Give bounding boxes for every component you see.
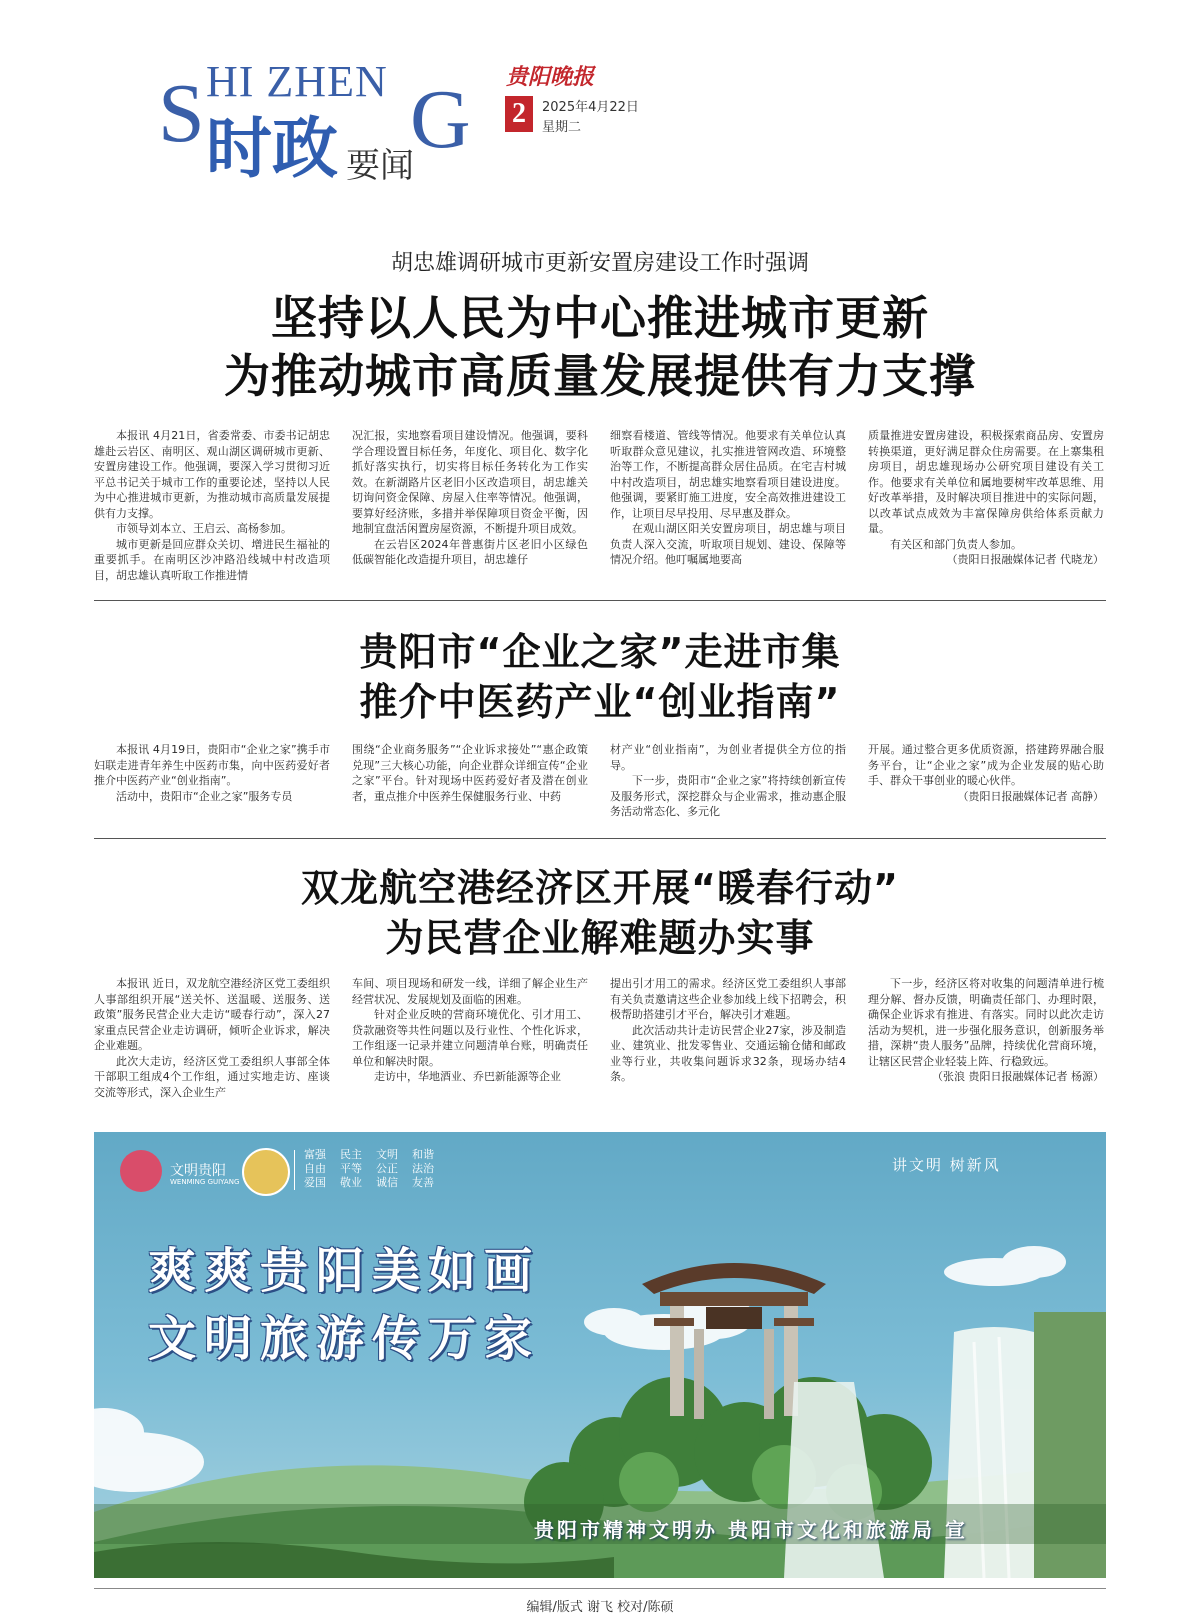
article3-paragraph: 走访中，华地酒业、乔巴新能源等企业 bbox=[374, 1070, 561, 1083]
article3-column-2 bbox=[352, 976, 588, 1100]
article1-byline: （贵阳日报融媒体记者 代晓龙） bbox=[946, 553, 1104, 566]
article2-column-1 bbox=[94, 742, 330, 820]
article1-paragraph: 市领导刘本立、王启云、高杨参加。 bbox=[116, 522, 292, 535]
article1-column-2 bbox=[352, 428, 588, 588]
article2-headline-line2: 推介中医药产业“创业指南” bbox=[359, 680, 841, 724]
divider bbox=[94, 1588, 1106, 1589]
article2-paragraph: 材产业“创业指南”，为创业者提供全方位的指导。 bbox=[610, 743, 846, 772]
article3-column-3 bbox=[610, 976, 846, 1100]
banner-slogan: 讲文明 树新风 bbox=[892, 1156, 1001, 1174]
article2-paragraph: 围绕“企业商务服务”“企业诉求接处”“惠企政策兑现”三大核心功能，向企业群众详细宣传“企业之家”平台。针对现场中医药爱好者及潜在创业者，重点推介中医养生保健服务行业、中药 bbox=[352, 743, 588, 803]
article3-paragraph: 针对企业反映的营商环境优化、引才用工、贷款融资等共性问题以及行业性、个性化诉求，工作组逐一记录并建立问题清单台账，明确责任单位和解决时限。 bbox=[352, 1008, 588, 1068]
editor-credits: 编辑/版式 谢飞 校对/陈硕 bbox=[526, 1600, 674, 1615]
wenming-guiyang-logo-icon bbox=[120, 1150, 162, 1192]
page-number-badge: 2 bbox=[505, 96, 533, 132]
article1-paragraph: 本报讯 4月21日，省委常委、市委书记胡忠雄赴云岩区、南明区、观山湖区调研城市更新、安置房建设工作。他强调，要深入学习贯彻习近平总书记关于城市工作的重要论述，坚持以人民为中心推进城市更新，为推动城市高质量发展提供有力支撑。 bbox=[94, 429, 330, 520]
divider bbox=[94, 600, 1106, 601]
banner-headline-line2: 文明旅游传万家 bbox=[148, 1311, 541, 1367]
article3-paragraph: 提出引才用工的需求。经济区党工委组织人事部有关负责邀请这些企业参加线上线下招聘会，积极帮助搭建引才平台，解决引才难题。 bbox=[610, 977, 846, 1021]
article2-paragraph: 本报讯 4月19日，贵阳市“企业之家”携手市妇联走进青年养生中医药市集，向中医药爱好者推介中医药产业“创业指南”。 bbox=[94, 743, 330, 787]
emblem-icon bbox=[242, 1148, 290, 1196]
article2-paragraph: 活动中，贵阳市“企业之家”服务专员 bbox=[116, 789, 293, 803]
masthead-latin-g: G bbox=[410, 73, 471, 166]
article3-paragraph: 车间、项目现场和研发一线，详细了解企业生产经营状况、发展规划及面临的困难。 bbox=[352, 977, 588, 1006]
article3-paragraph: 下一步，经济区将对收集的问题清单进行梳理分解、督办反馈，明确责任部门、办理时限，确保企业诉求有推进、有落实。同时以此次走访活动为契机，进一步强化服务意识，创新服务举措，深耕“贵人服务”品牌，持续优化营商环境，让辖区民营企业轻装上阵、行稳致远。 bbox=[868, 977, 1104, 1068]
banner-logo-text: 文明贵阳 bbox=[170, 1163, 226, 1179]
newspaper-logo: 贵阳晚报 bbox=[506, 64, 595, 90]
article2-headline-line1: 贵阳市“企业之家”走进市集 bbox=[359, 630, 841, 674]
article2-paragraph: 开展。通过整合更多优质资源，搭建跨界融合服务平台，让“企业之家”成为企业发展的贴心助手、群众干事创业的暖心伙伴。 bbox=[868, 743, 1104, 787]
article1-column-3 bbox=[610, 428, 846, 588]
article2-byline: （贵阳日报融媒体记者 高静） bbox=[957, 789, 1104, 803]
core-values-col-1: 富强 自由 爱国 bbox=[304, 1148, 326, 1189]
core-values-col-4: 和谐 法治 友善 bbox=[412, 1148, 434, 1189]
issue-date: 2025年4月22日 bbox=[542, 100, 639, 115]
article1-paragraph: 在云岩区2024年普惠街片区老旧小区绿色低碳智能化改造提升项目，胡忠雄仔 bbox=[352, 537, 588, 566]
public-service-banner bbox=[94, 1132, 1106, 1578]
article1-paragraph: 城市更新是回应群众关切、增进民生福祉的重要抓手。在南明区沙冲路沿线城中村改造项目，胡忠雄认真听取工作推进情 bbox=[94, 537, 330, 582]
article1-paragraph: 在观山湖区阳关安置房项目，胡忠雄与项目负责人深入交流，听取项目规划、建设、保障等情况介绍。他叮嘱属地要高 bbox=[610, 522, 846, 566]
article2-paragraph: 下一步，贵阳市“企业之家”将持续创新宣传及服务形式，深挖群众与企业需求，推动惠企服务活动常态化、多元化 bbox=[610, 774, 846, 818]
masthead-latin-hizhen: HI ZHEN bbox=[206, 57, 388, 106]
article2-column-4 bbox=[868, 742, 1104, 820]
issue-weekday: 星期二 bbox=[542, 120, 582, 135]
article3-headline-line2: 为民营企业解难题办实事 bbox=[385, 916, 815, 960]
core-values-col-3: 文明 公正 诚信 bbox=[376, 1148, 398, 1189]
article1-column-1 bbox=[94, 428, 330, 588]
article1-column-4 bbox=[868, 428, 1104, 588]
banner-logo-subtext: WENMING GUIYANG bbox=[170, 1178, 240, 1186]
article1-paragraph: 况汇报，实地察看项目建设情况。他强调，要科学合理设置目标任务，年度化、项目化、数字化抓好落实执行，切实将目标任务转化为工作实效。在新湖路片区老旧小区改造项目，胡忠雄关切询问资金保障、房屋入住率等情况。他强调，要算好经济账，多措并举保障项目资金平衡，因地制宜盘活闲置房屋资源，不断提升项目成效。 bbox=[352, 429, 588, 535]
banner-sponsor: 贵阳市精神文明办 贵阳市文化和旅游局 宣 bbox=[534, 1518, 968, 1542]
article1-paragraph: 质量推进安置房建设，积极探索商品房、安置房转换渠道，更好满足群众住房需要。在上寨集租房项目，胡忠雄现场办公研究项目建设有关工作。他要求有关单位和属地要树牢改革思维、用好改革举措，及时解决项目推进中的实际问题，以改革试点成效为丰富保障房供给体系贡献力量。 bbox=[868, 429, 1104, 535]
core-values-col-2: 民主 平等 敬业 bbox=[340, 1148, 362, 1189]
article1-headline-line2: 为推动城市高质量发展提供有力支撑 bbox=[224, 349, 976, 403]
article3-column-4 bbox=[868, 976, 1104, 1100]
article3-headline-line1: 双龙航空港经济区开展“暖春行动” bbox=[301, 866, 899, 910]
divider bbox=[294, 1150, 295, 1190]
article3-column-1 bbox=[94, 976, 330, 1100]
article3-paragraph: 此次大走访，经济区党工委组织人事部全体干部职工组成4个工作组，通过实地走访、座谈交流等形式，深入企业生产 bbox=[94, 1054, 330, 1099]
section-title: 时政 bbox=[206, 110, 338, 187]
masthead-latin-s: S bbox=[158, 67, 205, 160]
article3-paragraph: 本报讯 近日，双龙航空港经济区党工委组织人事部组织开展“送关怀、送温暖、送服务、送政策”服务民营企业大走访“暖春行动”，深入27家重点民营企业走访调研，倾听企业诉求，解决企业难题。 bbox=[94, 977, 330, 1052]
article2-column-3 bbox=[610, 742, 846, 820]
article3-byline: （张浪 贵阳日报融媒体记者 杨源） bbox=[932, 1070, 1104, 1083]
article1-paragraph: 有关区和部门负责人参加。 bbox=[890, 537, 1022, 551]
article2-column-2 bbox=[352, 742, 588, 820]
section-subtitle: 要闻 bbox=[346, 146, 414, 186]
banner-headline-line1: 爽爽贵阳美如画 bbox=[148, 1243, 541, 1299]
article1-paragraph: 细察看楼道、管线等情况。他要求有关单位认真听取群众意见建议，扎实推进管网改造、环境整治等工作，不断提高群众居住品质。在宅吉村城中村改造项目，胡忠雄实地察看项目建设进度。他强调，要紧盯施工进度，安全高效推进建设工作，让项目尽早投用、尽早惠及群众。 bbox=[610, 429, 846, 520]
article1-kicker: 胡忠雄调研城市更新安置房建设工作时强调 bbox=[390, 251, 809, 276]
divider bbox=[94, 838, 1106, 839]
article1-headline-line1: 坚持以人民为中心推进城市更新 bbox=[271, 291, 929, 345]
article3-paragraph: 此次活动共计走访民营企业27家，涉及制造业、建筑业、批发零售业、交通运输仓储和邮政业等行业，共收集问题诉求32条，现场办结4条。 bbox=[610, 1023, 846, 1083]
